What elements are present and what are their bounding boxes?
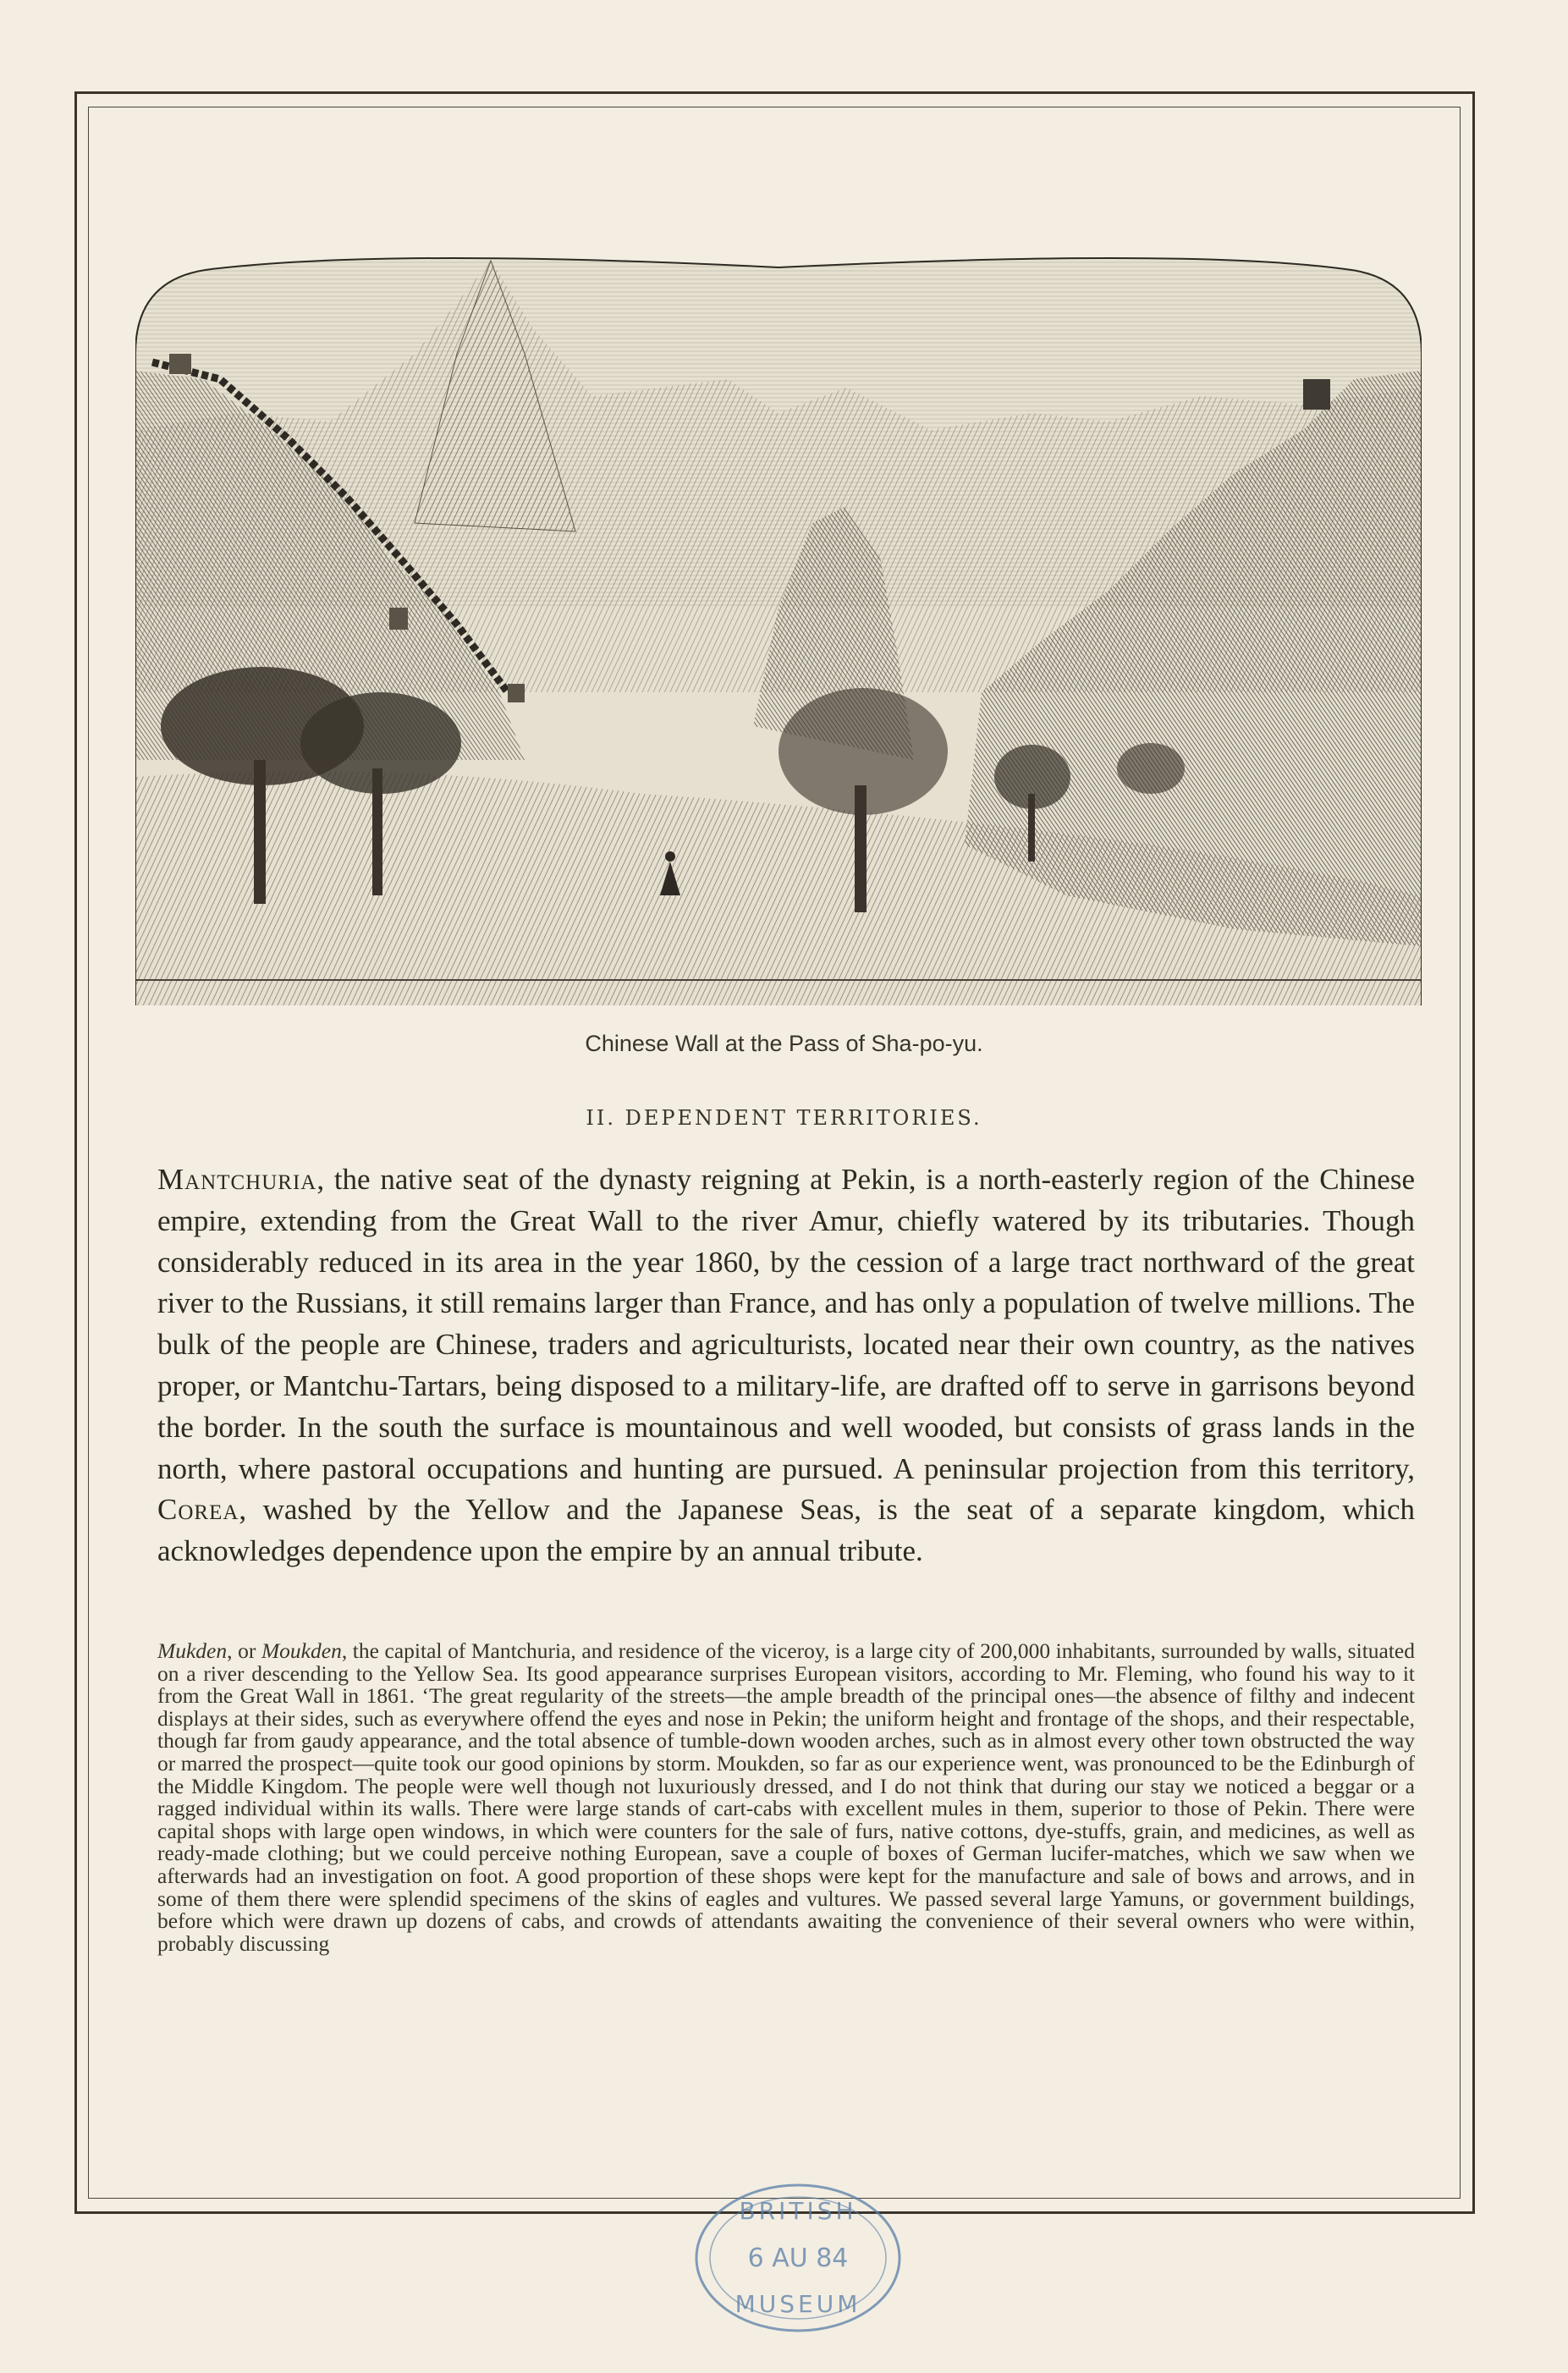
- stamp-top-text: BRITISH: [739, 2197, 857, 2225]
- footnote-name-mukden: Mukden: [157, 1638, 228, 1663]
- body-text-part2: , washed by the Yellow and the Japanese Seas, is the seat of a separate kingdom, which acknowledges dependence upon the empire by an annual tribute.: [157, 1493, 1415, 1568]
- section-heading: II. DEPENDENT TERRITORIES.: [586, 1106, 982, 1130]
- stamp-date-text: 6 AU 84: [747, 2244, 849, 2273]
- museum-stamp: [687, 2175, 909, 2341]
- corea-term: Corea: [157, 1493, 239, 1527]
- footnote-paragraph: [157, 1640, 1415, 1955]
- footnote-text: , the capital of Mantchuria, and residence of the viceroy, is a large city of 200,000 inhabitants, surrounded by walls, situated on a river descending to the Yellow Sea. Its good appearance surprises European visitors, according to Mr. Fleming, who found his way to it from the Great Wall in 1861. ‘The great regularity of the streets—the ample breadth of the principal ones—the absence of filthy and indecent displays at their sides, such as everywhere offend the eyes and nose in Pekin; the uniform height and frontage of the shops, and their respectable, though far from gaudy appearance, and the total absence of tumble-down wooden arches, such as in almost every other town obstructed the way or marred the prospect—quite took our good opinions by storm. Moukden, so far as our experience went, was pronounced to be the Edinburgh of the Middle Kingdom. The people were well though not luxuriously dressed, and I do not think that during our stay we noticed a beggar or a ragged individual within its walls. There were large stands of cart-cabs with excellent mules in them, superior to those of Pekin. There were capital shops with large open windows, in which were counters for the sale of furs, native cottons, dye-stuffs, grain, and medicines, as well as ready-made clothing; but we could perceive nothing European, save a couple of boxes of German lucifer-matches, which we saw when we afterwards had an investigation on foot. A good proportion of these shops were kept for the manufacture and sale of bows and arrows, and in some of them there were splendid specimens of the skins of eagles and vultures. We passed several large Yamuns, or government buildings, before which were drawn up dozens of cabs, and crowds of attendants awaiting the convenience of their several owners who were within, probably discussing: [157, 1638, 1415, 1956]
- body-paragraph: [157, 1159, 1415, 1572]
- footnote-name-moukden: Moukden: [261, 1638, 342, 1663]
- body-text-part1: , the native seat of the dynasty reigning at Pekin, is a north-easterly region of the Chinese empire, extending from the Great Wall to the river Amur, chiefly watered by its tributaries. Though considerably reduced in its area in the year 1860, by the cession of a large tract northward of the great river to the Russians, it still remains larger than France, and has only a population of twelve millions. The bulk of the people are Chinese, traders and agriculturists, located near their own country, as the natives proper, or Mantchu-Tartars, being disposed to a military-life, are drafted off to serve in garrisons beyond the border. In the south the surface is mountainous and well wooded, but consists of grass lands in the north, where pastoral occupations and hunting are pursued. A peninsular projection from this territory,: [157, 1163, 1415, 1485]
- stamp-bottom-text: MUSEUM: [734, 2290, 861, 2318]
- lead-word: Mantchuria: [157, 1163, 317, 1196]
- footnote-separator: , or: [227, 1638, 261, 1663]
- engraving-illustration: [135, 252, 1422, 1005]
- illustration-caption: Chinese Wall at the Pass of Sha-po-yu.: [585, 1031, 983, 1056]
